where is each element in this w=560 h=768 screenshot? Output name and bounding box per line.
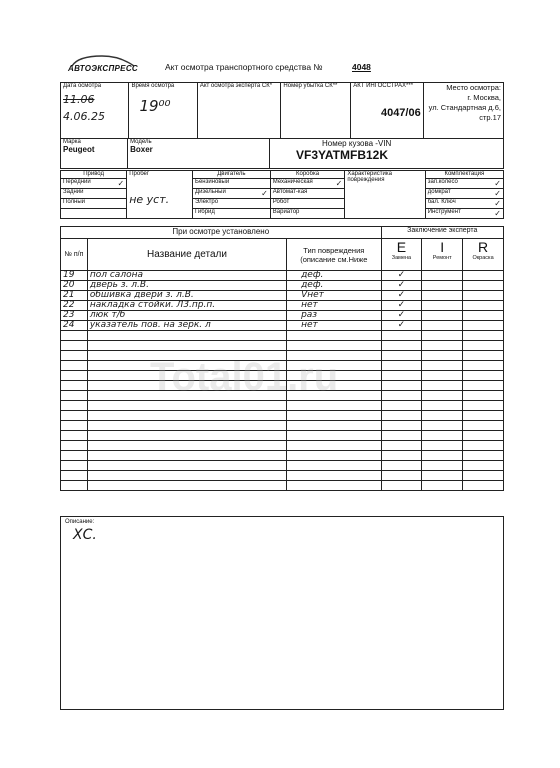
kit-label: Комплектация [425,171,503,179]
cell-name [87,481,286,491]
table-row [61,291,504,301]
ingos-act-label: АКТ ИНГОССТРАХ*** [353,83,414,89]
cell-e: ✓ [381,311,422,321]
brand-value: Peugeot [63,145,95,154]
cell-r [463,321,504,331]
cell-r [463,441,504,451]
kit-spare: зап.колесо ✓ [425,179,503,189]
table-row [61,421,504,431]
gearbox-manual: Механическая ✓ [270,179,345,189]
cell-r [463,471,504,481]
cell-name [87,411,286,421]
cell-e [381,481,422,491]
table-row [61,431,504,441]
cell-e [381,401,422,411]
cell-no [61,481,88,491]
watermark: Total01.ru [150,355,339,399]
cell-e [381,351,422,361]
cell-damage [287,471,381,481]
sk-act-label: Акт осмотра эксперта СК* [199,83,273,89]
cell-name: указатель пов. на зерк. л [87,321,286,331]
kit-checkmark-4: ✓ [494,209,501,218]
cell-no [61,431,88,441]
cell-damage [287,421,381,431]
cell-i [422,291,463,301]
cell-no: 20 [61,281,88,291]
model-label: Модель [130,139,152,145]
vin-value: VF3YATMFB12K [296,148,389,162]
place-line1: г. Москва, [467,93,501,102]
cell-no [61,471,88,481]
engine-hybrid: Гибрид [193,209,271,219]
cell-e: ✓ [381,271,422,281]
cell-no [61,371,88,381]
cell-i [422,451,463,461]
cell-i [422,391,463,401]
brand-label: Марка [63,139,81,145]
description-label: Описание: [65,519,95,525]
drive-label: Привод [61,171,127,179]
cell-no: 19 [61,271,88,281]
cell-r [463,391,504,401]
table-row [61,321,504,331]
col-damage-header: Тип повреждения (описание см.Ниже [287,239,381,271]
cell-name [87,451,286,461]
gearbox-variator: Вариатор [270,209,345,219]
cell-no [61,381,88,391]
table-row [61,281,504,291]
cell-no [61,461,88,471]
cell-name [87,421,286,431]
cell-i [422,371,463,381]
table-row [61,471,504,481]
time-value: 19⁰⁰ [139,97,171,115]
date-struck: 11.06 [63,93,95,106]
cell-i [422,271,463,281]
date-cell [61,83,129,139]
top-info-table [60,82,504,139]
cell-no [61,421,88,431]
cell-damage: раз [287,311,381,321]
cell-r [463,401,504,411]
cell-i [422,301,463,311]
cell-damage: нет [287,301,381,311]
cell-i [422,381,463,391]
mileage-value: не уст. [129,193,170,206]
mileage-label: Пробег [129,171,150,177]
table-row [61,341,504,351]
drive-rear: Задний [61,189,127,199]
cell-i [422,401,463,411]
cell-damage: деф. [287,281,381,291]
cell-r [463,371,504,381]
cell-e [381,451,422,461]
cell-no: 23 [61,311,88,321]
cell-no [61,391,88,401]
cell-r [463,461,504,471]
cell-name: люк т/б [87,311,286,321]
cell-no [61,401,88,411]
damage-cell [345,171,425,219]
place-line3: стр.17 [479,113,501,122]
cell-r [463,431,504,441]
kit-tools: Инструмент ✓ [425,209,503,219]
cell-damage: нет [287,321,381,331]
col-name-header: Название детали [87,239,286,271]
specs-table [60,170,504,219]
engine-label: Двигатель [193,171,271,179]
cell-damage [287,411,381,421]
table-row [61,271,504,281]
vin-label: Номер кузова -VIN [322,139,392,148]
engine-diesel: Дизельный ✓ [193,189,271,199]
cell-damage [287,341,381,351]
cell-e [381,471,422,481]
col-r-header: R Окраска [463,239,504,271]
cell-e [381,331,422,341]
vehicle-table [60,138,504,169]
cell-e [381,341,422,351]
time-label: Время осмотра [131,83,175,89]
vin-cell [270,139,504,169]
table-row [61,481,504,491]
act-number: 4048 [352,62,371,72]
drive-full: Полный [61,199,127,209]
kit-checkmark-1: ✓ [494,179,501,188]
kit-checkmark-2: ✓ [494,189,501,198]
cell-e [381,381,422,391]
model-value: Boxer [130,145,153,154]
cell-e [381,431,422,441]
cell-name [87,341,286,351]
cell-name [87,461,286,471]
cell-r [463,421,504,431]
cell-i [422,481,463,491]
cell-r [463,281,504,291]
table-row [61,401,504,411]
cell-damage [287,401,381,411]
engine-checkmark: ✓ [261,189,268,198]
engine-electric: Электро [193,199,271,209]
place-label: Место осмотра: [446,83,501,92]
engine-petrol: Бензиновый [193,179,271,189]
drive-empty [61,209,127,219]
cell-e [381,441,422,451]
cell-name: накладка стойки. Л3.пр.п. [87,301,286,311]
cell-r [463,381,504,391]
table-row [61,461,504,471]
cell-i [422,331,463,341]
cell-no [61,331,88,341]
description-value: ХС. [73,527,97,543]
cell-no [61,441,88,451]
cell-i [422,431,463,441]
kit-jack: домкрат ✓ [425,189,503,199]
cell-damage [287,461,381,471]
cell-e: ✓ [381,281,422,291]
col-no-header: № п/п [61,239,88,271]
cell-r [463,351,504,361]
time-cell [129,83,197,139]
cell-name [87,431,286,441]
cell-e [381,461,422,471]
cell-e: ✓ [381,301,422,311]
cell-r [463,341,504,351]
cell-no [61,361,88,371]
cell-r [463,331,504,341]
table-row [61,441,504,451]
model-cell [128,139,270,169]
cell-i [422,341,463,351]
cell-r [463,451,504,461]
cell-no: 24 [61,321,88,331]
cell-r [463,361,504,371]
cell-name [87,331,286,341]
damage-label: Характеристика повреждения [347,171,392,183]
cell-no [61,351,88,361]
cell-r [463,481,504,491]
cell-e: ✓ [381,321,422,331]
table-row [61,411,504,421]
cell-i [422,321,463,331]
cell-e [381,391,422,401]
table-row [61,331,504,341]
document-title: Акт осмотра транспортного средства № [165,62,323,72]
cell-r [463,291,504,301]
kit-checkmark-3: ✓ [494,199,501,208]
cell-i [422,471,463,481]
kit-key: бал. Ключ ✓ [425,199,503,209]
cell-e [381,371,422,381]
place-line2: ул. Стандартная д.6, [428,103,501,112]
table-row [61,301,504,311]
drive-checkmark: ✓ [117,179,125,188]
cell-i [422,421,463,431]
col-e-header: E Замена [381,239,422,271]
cell-e: ✓ [381,291,422,301]
table-row [61,311,504,321]
cell-e [381,361,422,371]
found-label: При осмотре установлено [61,227,382,239]
description-box [60,516,504,710]
sk-act-cell [197,83,281,139]
loss-number-cell [281,83,351,139]
cell-name: обшивка двери з. л.В. [87,291,286,301]
table-row [61,451,504,461]
cell-no: 21 [61,291,88,301]
cell-r [463,271,504,281]
ingos-act-cell [351,83,423,139]
date-value: 4.06.25 [63,110,105,123]
cell-r [463,411,504,421]
cell-damage [287,431,381,441]
drive-front: Передний ✓ [61,179,127,189]
cell-name [87,401,286,411]
cell-damage [287,441,381,451]
cell-i [422,411,463,421]
cell-i [422,361,463,371]
cell-no [61,411,88,421]
logo-text: АВТОЭКСПРЕСС [68,64,138,73]
cell-e [381,421,422,431]
cell-damage [287,451,381,461]
cell-i [422,281,463,291]
cell-r [463,311,504,321]
cell-no [61,341,88,351]
cell-damage [287,481,381,491]
cell-i [422,311,463,321]
col-i-header: I Ремонт [422,239,463,271]
date-label: Дата осмотра [63,83,102,89]
cell-r [463,301,504,311]
cell-i [422,461,463,471]
cell-i [422,441,463,451]
gearbox-robot: Робот [270,199,345,209]
cell-no [61,451,88,461]
gearbox-auto: Автомат-кая [270,189,345,199]
conclusion-label: Заключение эксперта [381,227,503,239]
cell-name [87,471,286,481]
cell-damage [287,331,381,341]
cell-damage: Vнет [287,291,381,301]
cell-i [422,351,463,361]
gearbox-label: Коробка [270,171,345,179]
company-logo [68,54,138,76]
loss-number-label: Номер убытка СК** [283,83,338,89]
cell-name: дверь з. л.В. [87,281,286,291]
ingos-act-value: 4047/06 [380,107,421,119]
cell-damage: деф. [287,271,381,281]
cell-name [87,441,286,451]
cell-e [381,411,422,421]
gearbox-checkmark: ✓ [335,179,343,188]
mileage-cell [127,171,193,219]
cell-name: пол салона [87,271,286,281]
place-cell [423,83,503,139]
cell-no: 22 [61,301,88,311]
brand-cell [61,139,128,169]
